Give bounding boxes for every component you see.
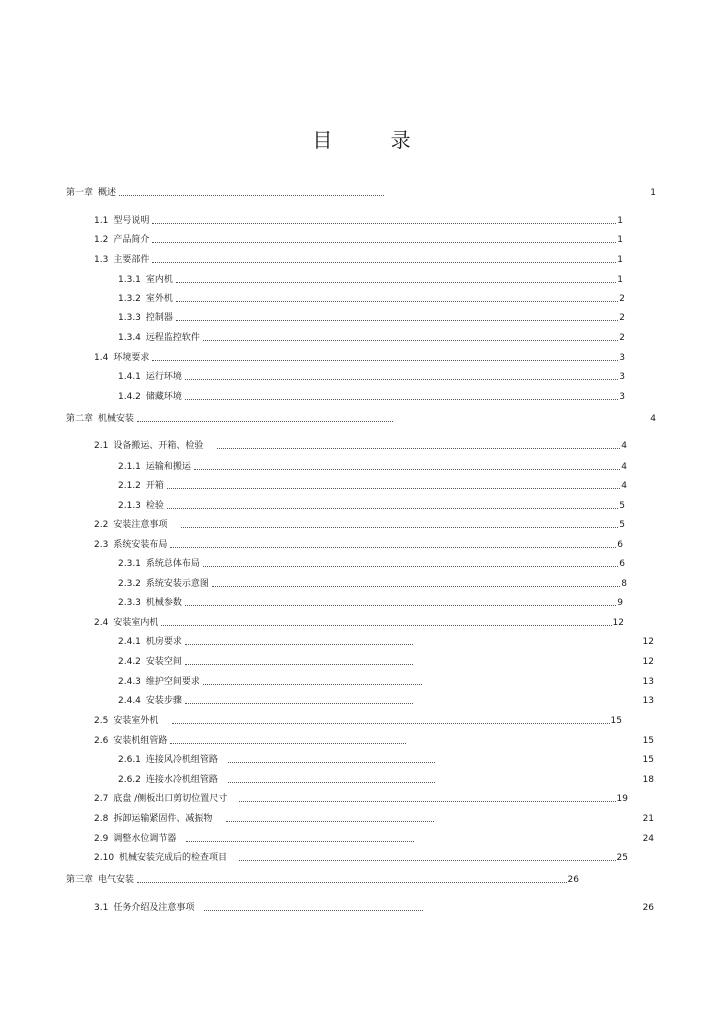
- toc-entry-number: 1.1: [94, 216, 109, 226]
- toc-entry-2-6-2[interactable]: [118, 771, 654, 785]
- toc-entry-1-2[interactable]: [94, 231, 623, 245]
- toc-leader-dots: [176, 300, 618, 302]
- toc-leader-dots: [185, 702, 413, 704]
- toc-entry-1-3-1[interactable]: [118, 271, 623, 285]
- page-title: 目 录: [312, 128, 437, 152]
- toc-entry-page: 1: [617, 255, 623, 265]
- toc-entry-1-3-3[interactable]: [118, 309, 625, 323]
- toc-entry-page: 26: [642, 903, 655, 913]
- toc-leader-dots: [152, 241, 616, 243]
- toc-entry-page: 25: [616, 853, 628, 863]
- toc-entry-2-1-1[interactable]: [118, 458, 627, 472]
- toc-entry-page: 15: [610, 716, 622, 726]
- toc-entry-page: 5: [619, 501, 625, 511]
- toc-entry-title: 开箱: [145, 481, 164, 491]
- toc-leader-dots: [239, 859, 615, 861]
- toc-leader-dots: [203, 565, 618, 567]
- toc-leader-dots: [119, 194, 384, 196]
- toc-entry-page: 8: [621, 579, 627, 589]
- toc-entry-title: 调整水位调节器: [113, 834, 177, 844]
- toc-leader-dots: [161, 624, 611, 626]
- toc-entry-title: 型号说明: [113, 216, 150, 226]
- toc-entry-2-3[interactable]: [94, 536, 623, 550]
- toc-leader-dots: [185, 663, 413, 665]
- toc-entry-title: 设备搬运、开箱、检验: [113, 441, 204, 451]
- toc-entry-number: 2.4.1: [118, 637, 141, 647]
- toc-entry-chapter-2[interactable]: [66, 410, 656, 424]
- toc-leader-dots: [152, 261, 616, 263]
- toc-entry-number: 第三章: [66, 875, 94, 885]
- toc-entry-page: 12: [642, 637, 654, 647]
- toc-entry-number: 2.8: [94, 814, 109, 824]
- toc-entry-title: 拆卸运输紧固件、减振物: [113, 814, 213, 824]
- toc-entry-number: 2.3.3: [118, 598, 141, 608]
- toc-entry-title: 安装室内机: [113, 618, 159, 628]
- toc-entry-title: 系统安装示意图: [145, 579, 209, 589]
- toc-entry-2-6-1[interactable]: [118, 751, 654, 765]
- toc-entry-number: 2.4.2: [118, 657, 141, 667]
- toc-entry-2-3-3[interactable]: [118, 594, 623, 608]
- toc-leader-dots: [228, 761, 435, 763]
- toc-entry-page: 4: [621, 462, 627, 472]
- toc-entry-number: 2.1.1: [118, 462, 141, 472]
- toc-entry-chapter-1[interactable]: [66, 184, 656, 198]
- toc-entry-title: 安装室外机: [113, 716, 159, 726]
- toc-leader-dots: [181, 526, 618, 528]
- toc-entry-title: 运行环境: [145, 372, 182, 382]
- toc-leader-dots: [137, 881, 567, 883]
- toc-entry-title: 机械参数: [145, 598, 182, 608]
- toc-entry-2-3-1[interactable]: [118, 555, 625, 569]
- toc-entry-title: 连接风冷机组管路: [145, 755, 218, 765]
- toc-entry-page: 24: [642, 834, 655, 844]
- toc-entry-page: 1: [650, 188, 657, 198]
- toc-entry-page: 12: [642, 657, 654, 667]
- toc-leader-dots: [185, 378, 618, 380]
- toc-entry-page: 4: [650, 414, 657, 424]
- toc-entry-page: 1: [617, 235, 623, 245]
- toc-entry-number: 3.1: [94, 903, 109, 913]
- toc-entry-page: 15: [642, 755, 654, 765]
- toc-leader-dots: [186, 840, 414, 842]
- toc-entry-2-10[interactable]: [94, 849, 628, 863]
- toc-entry-2-8[interactable]: [94, 810, 654, 824]
- toc-entry-2-2[interactable]: [94, 516, 625, 530]
- toc-entry-title: 任务介绍及注意事项: [113, 903, 195, 913]
- toc-entry-page: 13: [642, 677, 654, 687]
- toc-entry-1-3-2[interactable]: [118, 290, 625, 304]
- toc-entry-title: 底盘 /侧板出口剪切位置尺寸: [113, 794, 228, 804]
- toc-entry-2-1-3[interactable]: [118, 497, 625, 511]
- toc-entry-number: 1.3.4: [118, 333, 141, 343]
- toc-entry-number: 第二章: [66, 414, 94, 424]
- toc-leader-dots: [170, 742, 406, 744]
- toc-entry-page: 26: [567, 875, 579, 885]
- toc-entry-title: 室内机: [145, 275, 173, 285]
- toc-entry-2-5[interactable]: [94, 712, 622, 726]
- toc-entry-title: 储藏环境: [145, 392, 182, 402]
- toc-entry-number: 2.1.2: [118, 481, 141, 491]
- toc-entry-title: 安装注意事项: [113, 520, 168, 530]
- toc-entry-number: 2.6.1: [118, 755, 141, 765]
- toc-entry-page: 2: [619, 294, 625, 304]
- toc-entry-title: 主要部件: [113, 255, 150, 265]
- toc-entry-number: 1.4: [94, 353, 109, 363]
- toc-entry-2-1-2[interactable]: [118, 477, 627, 491]
- toc-entry-page: 5: [619, 520, 625, 530]
- toc-entry-page: 12: [612, 618, 624, 628]
- toc-entry-title: 机械安装: [98, 414, 135, 424]
- toc-entry-page: 21: [642, 814, 655, 824]
- toc-entry-2-4-1[interactable]: [118, 633, 654, 647]
- toc-leader-dots: [203, 339, 618, 341]
- toc-leader-dots: [194, 468, 620, 470]
- toc-entry-number: 2.4.4: [118, 696, 141, 706]
- toc-leader-dots: [176, 319, 618, 321]
- toc-leader-dots: [185, 643, 413, 645]
- toc-entry-title: 产品简介: [113, 235, 150, 245]
- toc-entry-2-3-2[interactable]: [118, 575, 627, 589]
- toc-entry-title: 安装空间: [145, 657, 182, 667]
- toc-entry-2-6[interactable]: [94, 732, 654, 746]
- toc-leader-dots: [137, 420, 393, 422]
- toc-entry-number: 2.5: [94, 716, 109, 726]
- toc-entry-number: 2.7: [94, 794, 109, 804]
- toc-entry-title: 机械安装完成后的检查项目: [119, 853, 228, 863]
- toc-entry-title: 室外机: [145, 294, 173, 304]
- toc-entry-number: 1.3.1: [118, 275, 141, 285]
- toc-entry-title: 控制器: [145, 313, 173, 323]
- toc-entry-number: 2.4: [94, 618, 109, 628]
- toc-entry-number: 2.6: [94, 736, 109, 746]
- toc-entry-number: 1.4.2: [118, 392, 141, 402]
- toc-entry-2-1[interactable]: [94, 437, 627, 451]
- toc-entry-title: 运输和搬运: [145, 462, 191, 472]
- toc-entry-title: 系统总体布局: [145, 559, 200, 569]
- toc-entry-page: 1: [617, 216, 623, 226]
- toc-entry-page: 19: [616, 794, 628, 804]
- toc-entry-number: 1.3: [94, 255, 109, 265]
- toc-leader-dots: [228, 781, 435, 783]
- toc-entry-page: 3: [619, 372, 625, 382]
- toc-entry-1-3-4[interactable]: [118, 329, 625, 343]
- toc-entry-title: 系统安装布局: [113, 540, 168, 550]
- toc-entry-number: 2.3: [94, 540, 109, 550]
- toc-leader-dots: [203, 683, 422, 685]
- toc-entry-chapter-3[interactable]: [66, 871, 579, 885]
- toc-entry-page: 9: [617, 598, 623, 608]
- toc-leader-dots: [170, 546, 616, 548]
- toc-entry-number: 2.1: [94, 441, 109, 451]
- toc-entry-1-4-2[interactable]: [118, 388, 625, 402]
- toc-leader-dots: [167, 487, 620, 489]
- toc-entry-number: 1.3.2: [118, 294, 141, 304]
- toc-entry-title: 机房要求: [145, 637, 182, 647]
- toc-entry-title: 安装步骤: [145, 696, 182, 706]
- toc-entry-2-4-2[interactable]: [118, 653, 654, 667]
- toc-entry-number: 第一章: [66, 188, 94, 198]
- toc-entry-page: 2: [619, 333, 625, 343]
- toc-leader-dots: [239, 800, 615, 802]
- toc-entry-2-4[interactable]: [94, 614, 624, 628]
- toc-entry-number: 1.2: [94, 235, 109, 245]
- toc-entry-page: 6: [619, 559, 625, 569]
- toc-leader-dots: [176, 281, 616, 283]
- toc-entry-number: 2.10: [94, 853, 115, 863]
- toc-entry-3-1[interactable]: [94, 899, 654, 913]
- toc-leader-dots: [204, 909, 423, 911]
- toc-entry-2-4-3[interactable]: [118, 673, 654, 687]
- toc-entry-title: 概述: [98, 188, 117, 198]
- toc-entry-1-1[interactable]: [94, 212, 623, 226]
- toc-entry-page: 4: [621, 441, 627, 451]
- toc-entry-title: 远程监控软件: [145, 333, 200, 343]
- toc-entry-number: 2.3.2: [118, 579, 141, 589]
- toc-entry-number: 2.2: [94, 520, 109, 530]
- toc-entry-page: 3: [619, 392, 625, 402]
- toc-entry-number: 2.9: [94, 834, 109, 844]
- toc-leader-dots: [172, 722, 609, 724]
- toc-entry-page: 15: [642, 736, 655, 746]
- toc-entry-2-9[interactable]: [94, 830, 654, 844]
- toc-entry-title: 检验: [145, 501, 164, 511]
- toc-leader-dots: [226, 820, 434, 822]
- toc-leader-dots: [185, 398, 618, 400]
- toc-entry-page: 4: [621, 481, 627, 491]
- toc-entry-page: 13: [642, 696, 654, 706]
- toc-entry-page: 2: [619, 313, 625, 323]
- toc-entry-number: 2.3.1: [118, 559, 141, 569]
- toc-entry-page: 1: [617, 275, 623, 285]
- toc-leader-dots: [185, 604, 616, 606]
- toc-entry-title: 维护空间要求: [145, 677, 200, 687]
- toc-leader-dots: [217, 447, 620, 449]
- toc-entry-2-7[interactable]: [94, 790, 628, 804]
- toc-entry-2-4-4[interactable]: [118, 692, 654, 706]
- toc-leader-dots: [167, 507, 618, 509]
- toc-leader-dots: [152, 359, 618, 361]
- toc-entry-number: 2.1.3: [118, 501, 141, 511]
- toc-entry-title: 环境要求: [113, 353, 150, 363]
- toc-entry-title: 连接水冷机组管路: [145, 775, 218, 785]
- toc-entry-page: 3: [619, 353, 625, 363]
- toc-entry-number: 1.4.1: [118, 372, 141, 382]
- toc-leader-dots: [212, 585, 620, 587]
- toc-entry-1-4-1[interactable]: [118, 368, 625, 382]
- toc-entry-title: 安装机组管路: [113, 736, 168, 746]
- toc-entry-1-4[interactable]: [94, 349, 625, 363]
- toc-entry-number: 2.4.3: [118, 677, 141, 687]
- toc-entry-1-3[interactable]: [94, 251, 623, 265]
- toc-entry-page: 6: [617, 540, 623, 550]
- toc-entry-number: 1.3.3: [118, 313, 141, 323]
- toc-entry-page: 18: [642, 775, 654, 785]
- toc-entry-number: 2.6.2: [118, 775, 141, 785]
- toc-entry-title: 电气安装: [98, 875, 135, 885]
- toc-leader-dots: [152, 222, 616, 224]
